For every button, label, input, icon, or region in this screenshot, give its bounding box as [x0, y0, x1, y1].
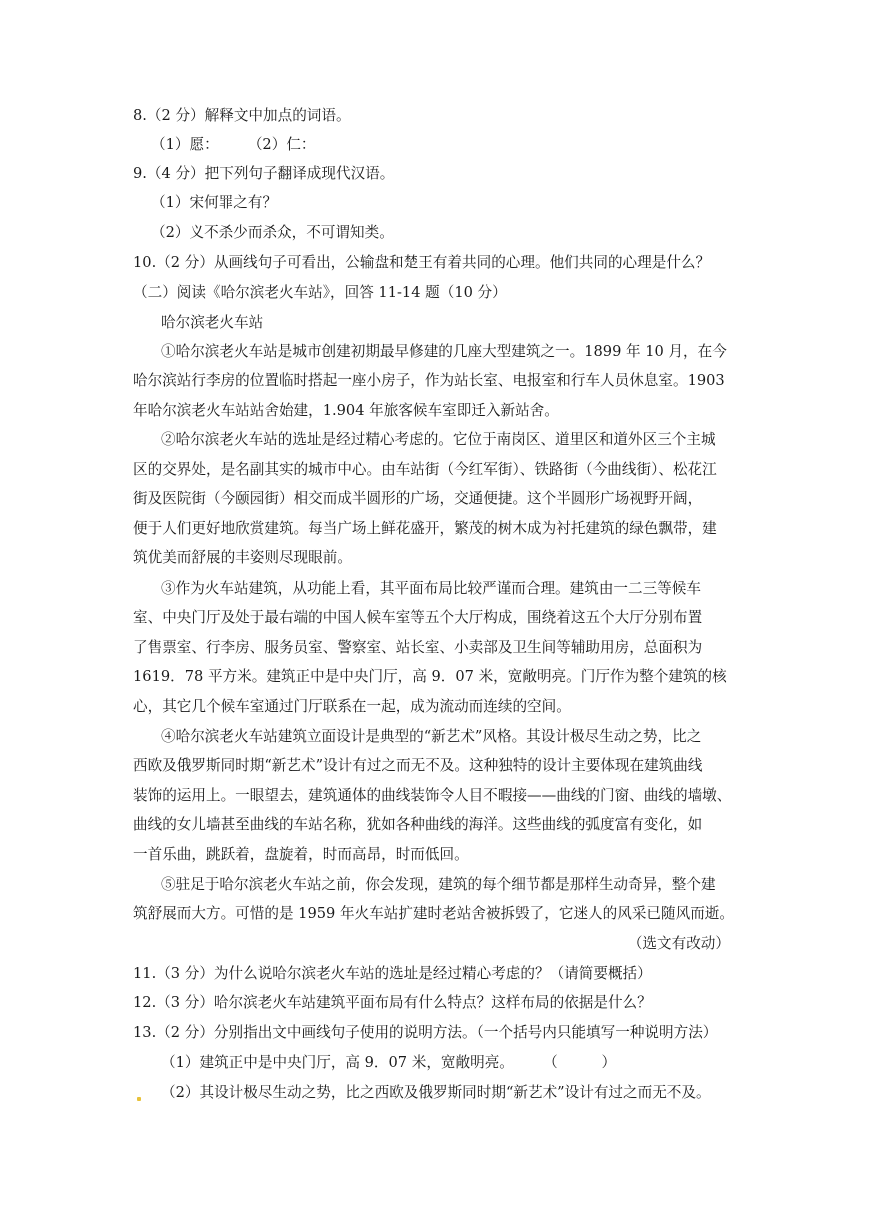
paragraph-5-line-1: ⑤驻足于哈尔滨老火车站之前，你会发现，建筑的每个细节都是那样生动奇异，整个建 [161, 876, 716, 893]
question-8: 8.（2 分）解释文中加点的词语。 [133, 107, 351, 124]
question-13-item-2: （2）其设计极尽生动之势，比之西欧及俄罗斯同时期“新艺术”设计有过之而无不及。 [161, 1084, 711, 1101]
paragraph-3-line-2: 室、中央门厅及处于最右端的中国人候车室等五个大厅构成，围绕着这五个大厅分别布置 [133, 609, 703, 626]
question-8-items: （1）愿： （2）仁： [151, 136, 316, 153]
question-9: 9.（4 分）把下列句子翻译成现代汉语。 [133, 165, 395, 182]
paragraph-2-line-5: 筑优美而舒展的丰姿则尽现眼前。 [133, 549, 352, 566]
paragraph-4-line-4: 曲线的女儿墙甚至曲线的车站名称，犹如各种曲线的海洋。这些曲线的弧度富有变化，如 [133, 816, 703, 833]
paragraph-4-line-2: 西欧及俄罗斯同时期“新艺术”设计有过之而无不及。这种独特的设计主要体现在建筑曲线 [133, 757, 703, 774]
paragraph-1-line-3: 年哈尔滨老火车站站舍始建，1.904 年旅客候车室即迁入新站舍。 [133, 402, 559, 419]
question-12: 12.（3 分）哈尔滨老火车站建筑平面布局有什么特点？这样布局的依据是什么？ [133, 994, 652, 1011]
paragraph-3-line-5: 心，其它几个候车室通过门厅联系在一起，成为流动而连续的空间。 [133, 698, 571, 715]
paragraph-2-line-4: 便于人们更好地欣赏建筑。每当广场上鲜花盛开，繁茂的树木成为衬托建筑的绿色飘带，建 [133, 520, 717, 537]
paragraph-4-line-3: 装饰的运用上。一眼望去，建筑通体的曲线装饰令人目不暇接——曲线的门窗、曲线的墙墩、 [133, 787, 732, 804]
paragraph-4-line-5: 一首乐曲，跳跃着，盘旋着，时而高昂，时而低回。 [133, 846, 469, 863]
paragraph-1-line-2: 哈尔滨站行李房的位置临时搭起一座小房子，作为站长室、电报室和行车人员休息室。1903 [133, 372, 725, 389]
paragraph-2-line-1: ②哈尔滨老火车站的选址是经过精心考虑的。它位于南岗区、道里区和道外区三个主城 [161, 431, 716, 448]
question-13-item-1: （1）建筑正中是中央门厅，高 9．07 米，宽敞明亮。 （ ） [161, 1054, 617, 1071]
question-9-item-2: （2）义不杀少而杀众，不可谓知类。 [151, 224, 394, 241]
paragraph-2-line-2: 区的交界处，是名副其实的城市中心。由车站街（今红军街）、铁路街（今曲线街）、松花江 [133, 461, 717, 478]
paragraph-3-line-1: ③作为火车站建筑，从功能上看，其平面布局比较严谨而合理。建筑由一二三等候车 [161, 580, 701, 597]
paragraph-3-line-4: 1619．78 平方米。建筑正中是中央门厅，高 9．07 米，宽敞明亮。门厅作为整个建筑的核 [133, 668, 727, 685]
section-2-heading: （二）阅读《哈尔滨老火车站》，回答 11-14 题（10 分） [133, 284, 507, 301]
highlight-mark [137, 1097, 141, 1101]
paragraph-1-line-1: ①哈尔滨老火车站是城市创建初期最早修建的几座大型建筑之一。1899 年 10 月，在今 [161, 343, 727, 360]
question-13: 13.（2 分）分别指出文中画线句子使用的说明方法。（一个括号内只能填写一种说明方法） [133, 1024, 718, 1041]
paragraph-3-line-3: 了售票室、行李房、服务员室、警察室、站长室、小卖部及卫生间等辅助用房，总面积为 [133, 639, 703, 656]
article-title: 哈尔滨老火车站 [161, 314, 264, 331]
paragraph-4-line-1: ④哈尔滨老火车站建筑立面设计是典型的“新艺术”风格。其设计极尽生动之势，比之 [161, 728, 702, 745]
question-11: 11.（3 分）为什么说哈尔滨老火车站的选址是经过精心考虑的？（请简要概括） [133, 965, 652, 982]
paragraph-5-line-2: 筑舒展而大方。可惜的是 1959 年火车站扩建时老站舍被拆毁了，它迷人的风采已随风而逝。 [133, 905, 734, 922]
paragraph-2-line-3: 街及医院街（今颐园街）相交而成半圆形的广场，交通便捷。这个半圆形广场视野开阔， [133, 490, 703, 507]
question-9-item-1: （1）宋何罪之有？ [151, 194, 278, 211]
question-10: 10.（2 分）从画线句子可看出，公输盘和楚王有着共同的心理。他们共同的心理是什么？ [133, 254, 711, 271]
source-note: （选文有改动） [627, 935, 730, 952]
